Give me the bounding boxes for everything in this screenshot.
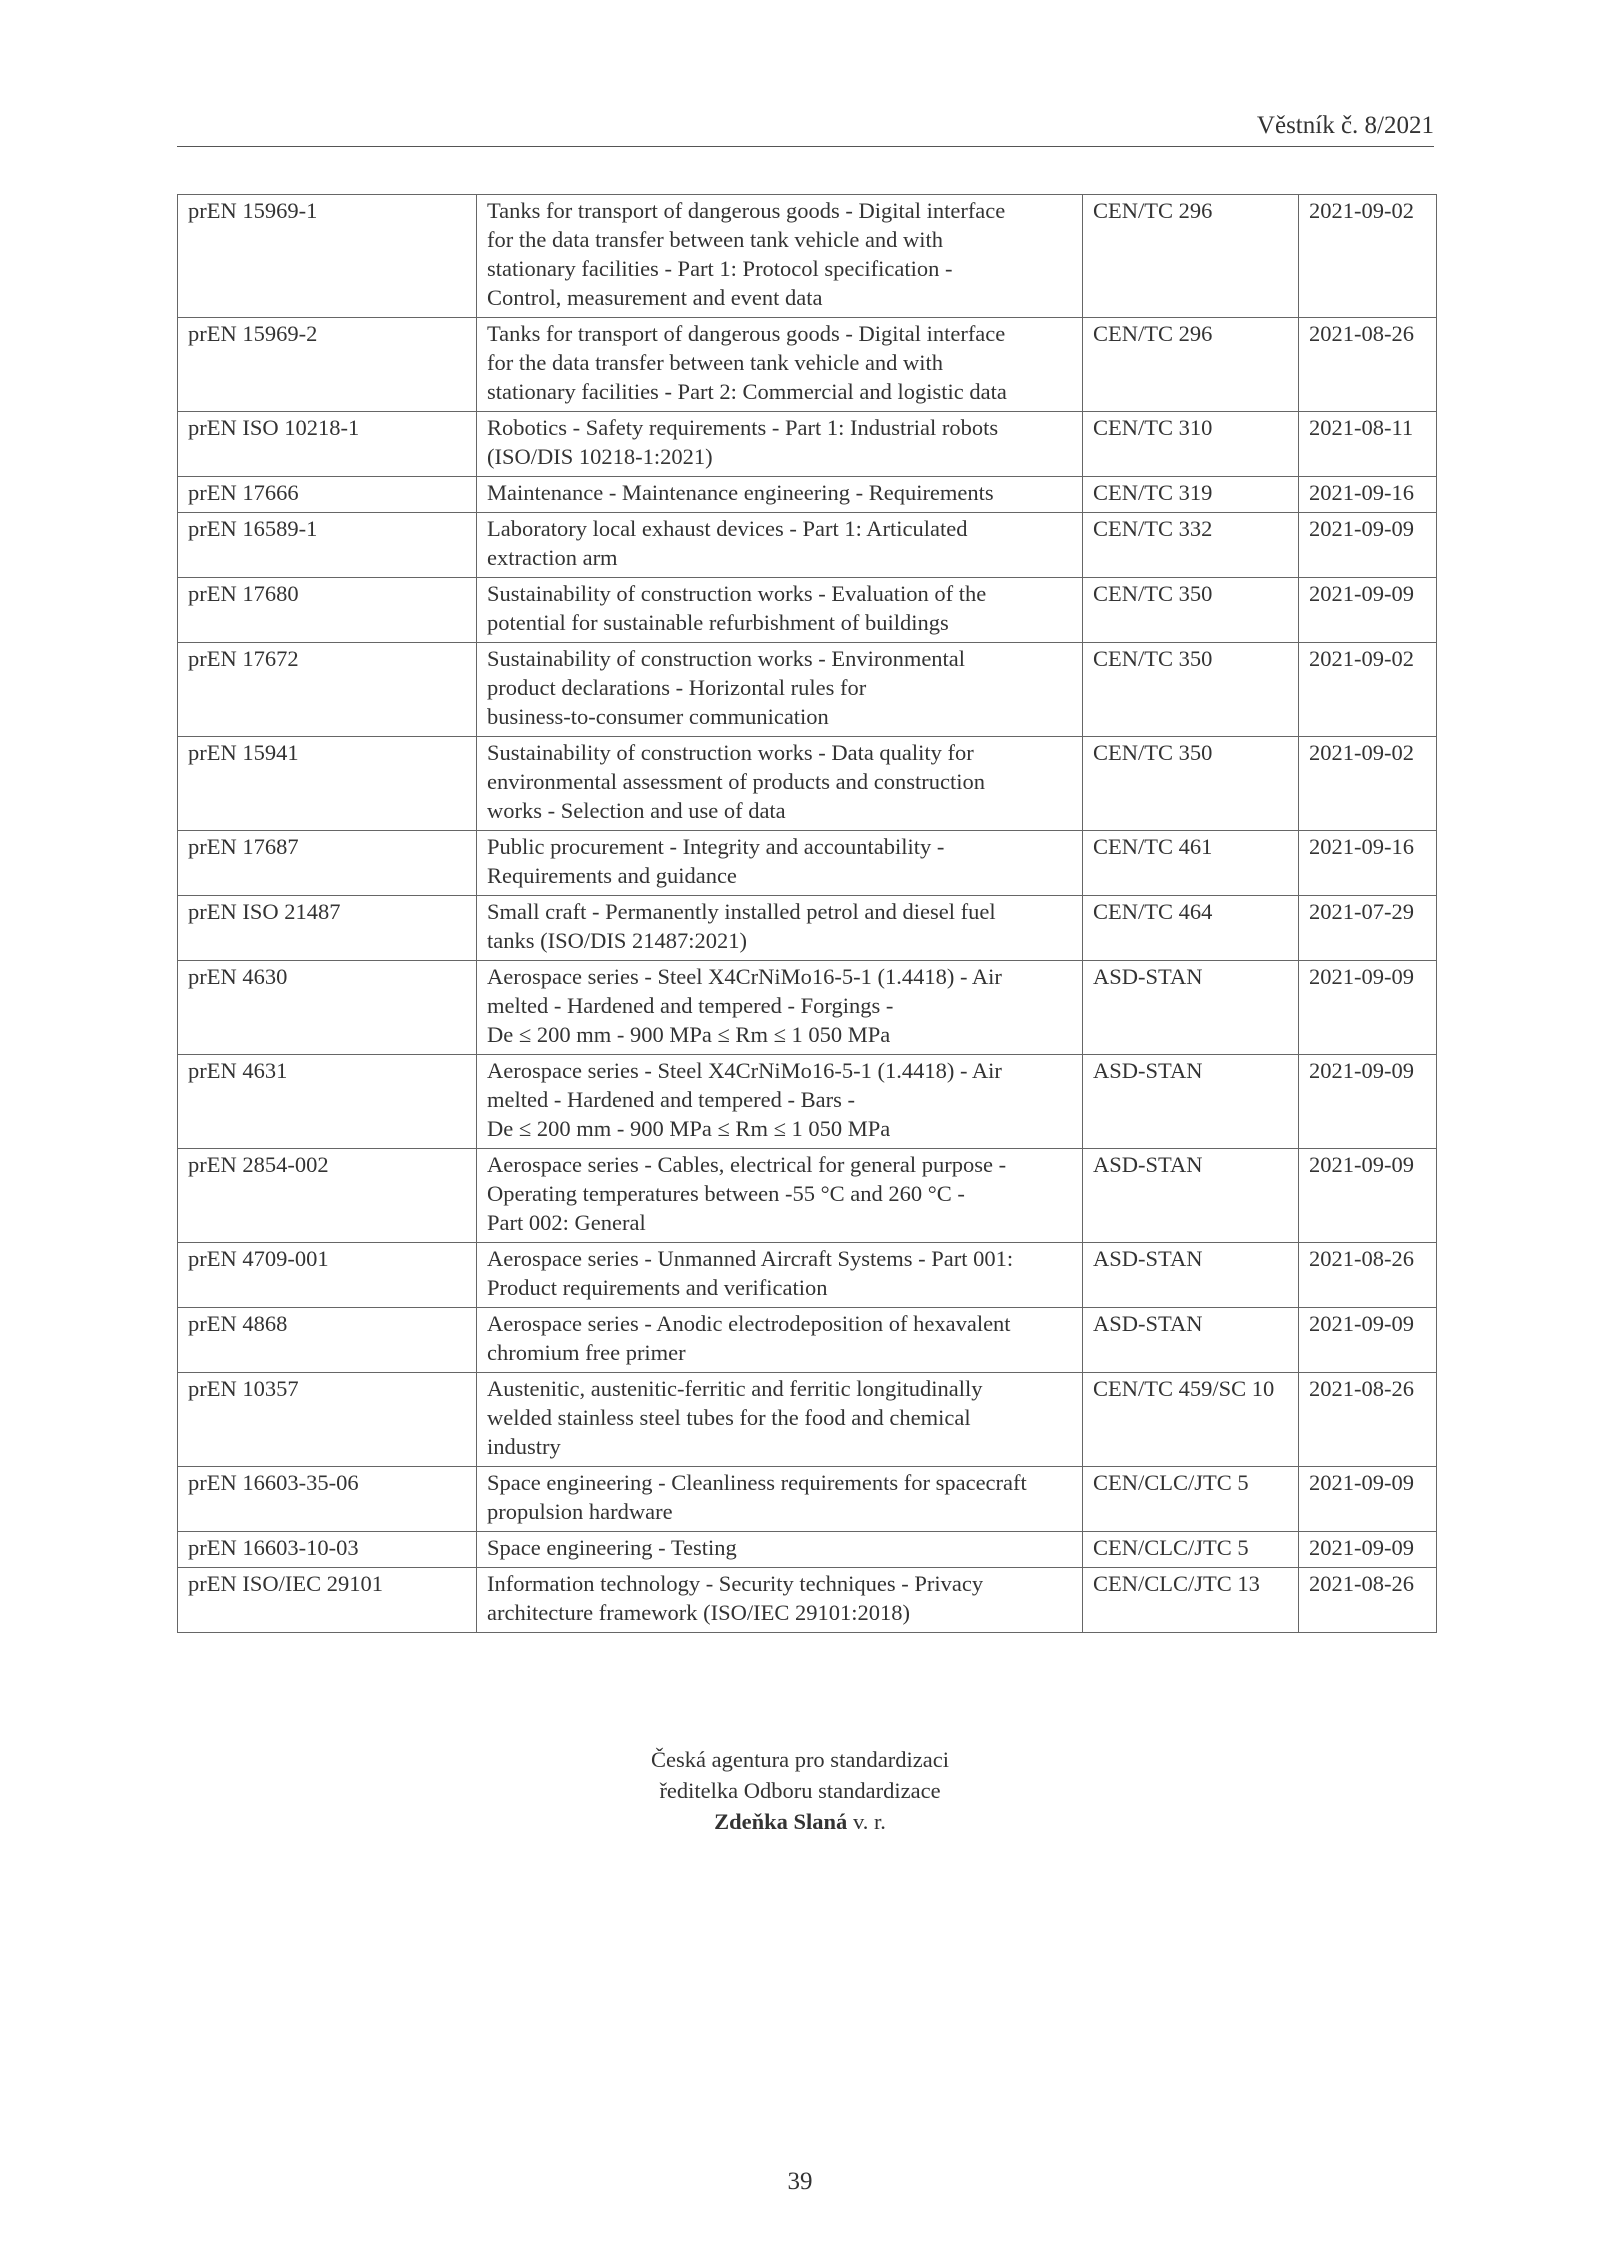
standard-title-line: De ≤ 200 mm - 900 MPa ≤ Rm ≤ 1 050 MPa: [487, 1116, 891, 1141]
standard-title-line: Information technology - Security techniques - Privacy: [487, 1571, 984, 1596]
committee-cell: ASD-STAN: [1083, 1149, 1299, 1243]
standard-title-line: Robotics - Safety requirements - Part 1: Industrial robots: [487, 415, 999, 440]
table-row: [178, 961, 1437, 1055]
standard-code-cell: prEN 16589-1: [178, 513, 477, 578]
date-cell: 2021-09-09: [1299, 513, 1437, 578]
standard-title-line: for the data transfer between tank vehicle and with: [487, 227, 944, 252]
date-cell: 2021-08-26: [1299, 1373, 1437, 1467]
committee-cell: CEN/CLC/JTC 5: [1083, 1467, 1299, 1532]
standard-title-line: welded stainless steel tubes for the food and chemical: [487, 1405, 971, 1430]
date-cell: 2021-09-02: [1299, 643, 1437, 737]
standard-title-cell: [477, 1373, 1083, 1467]
standard-title-cell: [477, 513, 1083, 578]
standard-title-line: melted - Hardened and tempered - Forgings -: [487, 993, 894, 1018]
table-row: [178, 737, 1437, 831]
standard-title-cell: [477, 1149, 1083, 1243]
page-number: 39: [787, 2168, 813, 2195]
date-cell: 2021-08-26: [1299, 1568, 1437, 1633]
standard-title-line: Product requirements and verification: [487, 1275, 828, 1300]
standard-title-line: melted - Hardened and tempered - Bars -: [487, 1087, 855, 1112]
date-cell: 2021-09-09: [1299, 961, 1437, 1055]
table-row: [178, 1467, 1437, 1532]
standard-code-cell: prEN 4631: [178, 1055, 477, 1149]
standard-title-line: Tanks for transport of dangerous goods - Digital interface: [487, 321, 1006, 346]
standard-title-line: Aerospace series - Anodic electrodeposition of hexavalent: [487, 1311, 1011, 1336]
committee-cell: CEN/TC 319: [1083, 477, 1299, 513]
standard-title-cell: [477, 412, 1083, 477]
standard-title-line: Public procurement - Integrity and accountability -: [487, 834, 945, 859]
standard-title-line: Sustainability of construction works - Environmental: [487, 646, 966, 671]
standards-table: [177, 194, 1437, 1633]
committee-cell: CEN/TC 461: [1083, 831, 1299, 896]
standard-title-line: chromium free primer: [487, 1340, 686, 1365]
standard-title-line: Control, measurement and event data: [487, 285, 823, 310]
committee-cell: ASD-STAN: [1083, 1308, 1299, 1373]
date-cell: 2021-08-26: [1299, 1243, 1437, 1308]
standard-code-cell: prEN 4709-001: [178, 1243, 477, 1308]
standard-title-line: industry: [487, 1434, 561, 1459]
table-row: [178, 477, 1437, 513]
standard-code-cell: prEN ISO 10218-1: [178, 412, 477, 477]
table-row: [178, 1243, 1437, 1308]
standard-title-line: business-to-consumer communication: [487, 704, 829, 729]
committee-cell: ASD-STAN: [1083, 1243, 1299, 1308]
standard-title-line: Aerospace series - Unmanned Aircraft Systems - Part 001:: [487, 1246, 1014, 1271]
date-cell: 2021-09-09: [1299, 1532, 1437, 1568]
standard-title-line: Aerospace series - Steel X4CrNiMo16-5-1 (1.4418) - Air: [487, 1058, 1002, 1083]
date-cell: 2021-09-16: [1299, 831, 1437, 896]
standard-title-cell: [477, 643, 1083, 737]
committee-cell: CEN/TC 310: [1083, 412, 1299, 477]
date-cell: 2021-09-02: [1299, 737, 1437, 831]
standard-title-line: Austenitic, austenitic-ferritic and ferritic longitudinally: [487, 1376, 983, 1401]
standard-code-cell: prEN 17687: [178, 831, 477, 896]
date-cell: 2021-07-29: [1299, 896, 1437, 961]
committee-cell: CEN/TC 350: [1083, 578, 1299, 643]
standard-title-line: Tanks for transport of dangerous goods - Digital interface: [487, 198, 1006, 223]
table-row: [178, 1568, 1437, 1633]
table-row: [178, 1055, 1437, 1149]
standard-code-cell: prEN 17680: [178, 578, 477, 643]
standard-title-line: architecture framework (ISO/IEC 29101:2018): [487, 1600, 910, 1625]
standard-title-line: Operating temperatures between -55 °C and 260 °C -: [487, 1181, 965, 1206]
date-cell: 2021-08-26: [1299, 318, 1437, 412]
standard-code-cell: prEN 4868: [178, 1308, 477, 1373]
standard-code-cell: prEN 15941: [178, 737, 477, 831]
table-row: [178, 1308, 1437, 1373]
standard-title-line: Aerospace series - Cables, electrical for general purpose -: [487, 1152, 1007, 1177]
signature-suffix: v. r.: [847, 1809, 886, 1834]
standard-title-cell: [477, 1308, 1083, 1373]
standard-code-cell: prEN 16603-35-06: [178, 1467, 477, 1532]
bulletin-title: Věstník č. 8/2021: [1256, 112, 1434, 139]
standard-title-line: Small craft - Permanently installed petrol and diesel fuel: [487, 899, 996, 924]
standard-code-cell: prEN 15969-2: [178, 318, 477, 412]
standard-title-cell: [477, 195, 1083, 318]
date-cell: 2021-09-16: [1299, 477, 1437, 513]
standard-code-cell: prEN 2854-002: [178, 1149, 477, 1243]
standard-title-line: (ISO/DIS 10218-1:2021): [487, 444, 713, 469]
standard-title-line: Sustainability of construction works - Evaluation of the: [487, 581, 987, 606]
standard-title-line: Space engineering - Cleanliness requirements for spacecraft: [487, 1470, 1027, 1495]
date-cell: 2021-09-02: [1299, 195, 1437, 318]
committee-cell: CEN/TC 459/SC 10: [1083, 1373, 1299, 1467]
standard-code-cell: prEN ISO 21487: [178, 896, 477, 961]
standard-title-line: for the data transfer between tank vehicle and with: [487, 350, 944, 375]
table-row: [178, 318, 1437, 412]
standard-title-cell: [477, 1532, 1083, 1568]
standard-title-line: Requirements and guidance: [487, 863, 737, 888]
committee-cell: ASD-STAN: [1083, 961, 1299, 1055]
table-row: [178, 831, 1437, 896]
standard-title-cell: [477, 831, 1083, 896]
committee-cell: CEN/TC 464: [1083, 896, 1299, 961]
table-row: [178, 896, 1437, 961]
standard-title-line: stationary facilities - Part 2: Commercial and logistic data: [487, 379, 1007, 404]
standard-code-cell: prEN 4630: [178, 961, 477, 1055]
standard-title-cell: [477, 1568, 1083, 1633]
table-row: [178, 513, 1437, 578]
standard-title-cell: [477, 737, 1083, 831]
standard-title-line: De ≤ 200 mm - 900 MPa ≤ Rm ≤ 1 050 MPa: [487, 1022, 891, 1047]
standard-code-cell: prEN 17666: [178, 477, 477, 513]
table-row: [178, 1149, 1437, 1243]
committee-cell: ASD-STAN: [1083, 1055, 1299, 1149]
committee-cell: CEN/TC 296: [1083, 195, 1299, 318]
standards-table-body: [178, 195, 1437, 1633]
standard-title-line: extraction arm: [487, 545, 618, 570]
committee-cell: CEN/TC 350: [1083, 737, 1299, 831]
standard-title-line: stationary facilities - Part 1: Protocol specification -: [487, 256, 953, 281]
standard-title-line: propulsion hardware: [487, 1499, 673, 1524]
standard-title-cell: [477, 1467, 1083, 1532]
table-row: [178, 412, 1437, 477]
date-cell: 2021-08-11: [1299, 412, 1437, 477]
signature-name-line: [0, 1806, 1600, 1837]
table-row: [178, 195, 1437, 318]
standard-title-line: product declarations - Horizontal rules for: [487, 675, 867, 700]
date-cell: 2021-09-09: [1299, 1149, 1437, 1243]
signature-position: ředitelka Odboru standardizace: [659, 1778, 941, 1803]
table-row: [178, 1532, 1437, 1568]
standard-title-line: Space engineering - Testing: [487, 1535, 737, 1560]
standard-title-line: Sustainability of construction works - Data quality for: [487, 740, 974, 765]
standard-code-cell: prEN 16603-10-03: [178, 1532, 477, 1568]
page-header: [177, 110, 1434, 147]
standard-title-line: environmental assessment of products and construction: [487, 769, 986, 794]
standard-title-line: potential for sustainable refurbishment of buildings: [487, 610, 949, 635]
committee-cell: CEN/CLC/JTC 13: [1083, 1568, 1299, 1633]
standard-code-cell: prEN 17672: [178, 643, 477, 737]
standard-title-line: tanks (ISO/DIS 21487:2021): [487, 928, 747, 953]
table-row: [178, 643, 1437, 737]
standard-title-line: Part 002: General: [487, 1210, 646, 1235]
standard-title-line: works - Selection and use of data: [487, 798, 786, 823]
table-row: [178, 1373, 1437, 1467]
standard-title-cell: [477, 1055, 1083, 1149]
standard-title-cell: [477, 477, 1083, 513]
standard-title-cell: [477, 318, 1083, 412]
date-cell: 2021-09-09: [1299, 1055, 1437, 1149]
standard-code-cell: prEN 10357: [178, 1373, 477, 1467]
committee-cell: CEN/TC 332: [1083, 513, 1299, 578]
date-cell: 2021-09-09: [1299, 578, 1437, 643]
standard-title-line: Aerospace series - Steel X4CrNiMo16-5-1 (1.4418) - Air: [487, 964, 1002, 989]
standard-code-cell: prEN ISO/IEC 29101: [178, 1568, 477, 1633]
standard-title-cell: [477, 578, 1083, 643]
signature-name: Zdeňka Slaná: [714, 1809, 848, 1834]
standard-title-cell: [477, 1243, 1083, 1308]
date-cell: 2021-09-09: [1299, 1308, 1437, 1373]
committee-cell: CEN/CLC/JTC 5: [1083, 1532, 1299, 1568]
standard-title-line: Laboratory local exhaust devices - Part 1: Articulated: [487, 516, 968, 541]
committee-cell: CEN/TC 350: [1083, 643, 1299, 737]
standard-title-cell: [477, 896, 1083, 961]
standard-code-cell: prEN 15969-1: [178, 195, 477, 318]
date-cell: 2021-09-09: [1299, 1467, 1437, 1532]
standard-title-cell: [477, 961, 1083, 1055]
signature-organization: Česká agentura pro standardizaci: [651, 1747, 949, 1772]
standard-title-line: Maintenance - Maintenance engineering - Requirements: [487, 480, 994, 505]
committee-cell: CEN/TC 296: [1083, 318, 1299, 412]
table-row: [178, 578, 1437, 643]
signature-block: [0, 1744, 1600, 1837]
